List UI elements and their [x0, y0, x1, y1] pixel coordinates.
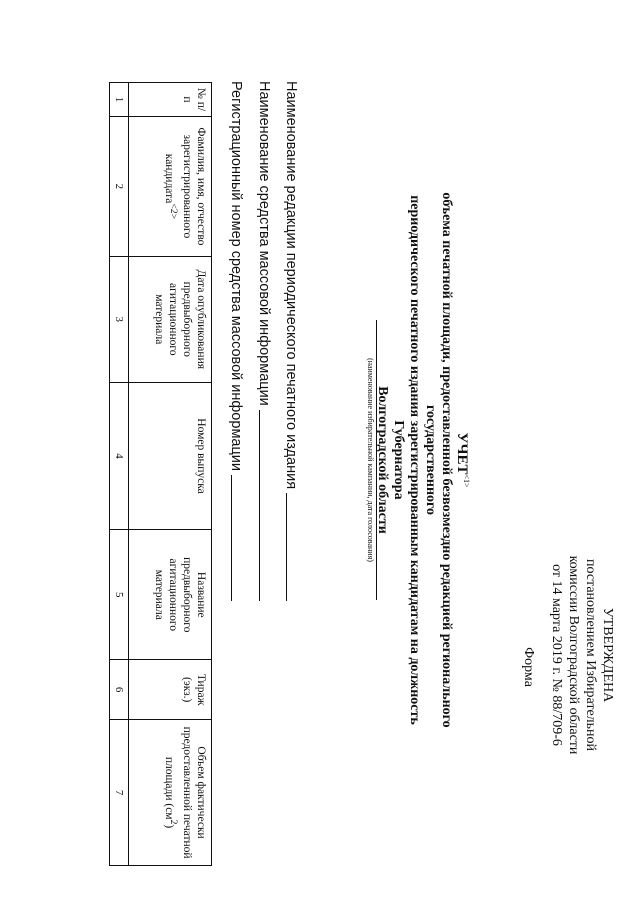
title-line: объема печатной площади, предоставленной безвозмездно редакцией регионального государственного — [423, 192, 454, 728]
campaign-underline[interactable] — [376, 320, 377, 600]
column-number: 1 — [110, 83, 129, 117]
footnote-ref: <1> — [462, 474, 471, 488]
column-number: 4 — [110, 382, 129, 530]
media-name-field[interactable] — [256, 81, 276, 601]
header-cell: № п/п — [129, 83, 212, 117]
title-main: УЧЕТ — [454, 432, 470, 475]
footnote-ref: <2> — [168, 203, 179, 219]
approval-stamp — [548, 500, 616, 810]
form-label: Форма — [521, 647, 536, 687]
publisher-name-field[interactable] — [283, 81, 303, 601]
approval-line: от 14 марта 2019 г. № 88/709-6 — [549, 564, 564, 746]
approval-line: комиссии Волгоградской области — [566, 555, 581, 755]
approval-line: УТВЕРЖДЕНА — [600, 607, 615, 703]
fill-line[interactable] — [231, 475, 233, 601]
campaign-caption: (наименование избирательной кампании, дата голосования) — [366, 358, 375, 562]
fill-line[interactable] — [259, 410, 261, 601]
title-line: Волгоградской области — [375, 386, 390, 534]
header-cell: Фамилия, имя, отчество зарегистрированного кандидата$^{<2>}$ — [129, 116, 212, 256]
column-number: 2 — [110, 116, 129, 256]
field-label: Наименование редакции периодического печатного издания — [283, 81, 299, 490]
column-number: 3 — [110, 256, 129, 382]
column-number: 6 — [110, 660, 129, 720]
document-title — [374, 160, 474, 760]
title-line: периодического печатного издания зарегистрированным кандидатам на должность Губернатора — [391, 195, 422, 725]
registration-number-field[interactable] — [228, 81, 248, 601]
field-label: Регистрационный номер средства массовой информации — [228, 81, 244, 471]
header-cell: Дата опубликования предвыборного агитационного материала — [129, 256, 212, 382]
field-label: Наименование средства массовой информации — [256, 81, 272, 406]
fill-line[interactable] — [286, 493, 288, 601]
column-number: 5 — [110, 530, 129, 660]
header-cell: Тираж (экз.) — [129, 660, 212, 720]
accounting-table — [109, 82, 212, 866]
table-row — [110, 83, 129, 866]
table-header-row — [129, 83, 212, 866]
header-cell: Название предвыборного агитационного материала — [129, 530, 212, 660]
column-number: 7 — [110, 720, 129, 866]
header-cell: Номер выпуска — [129, 382, 212, 530]
approval-line: постановлением Избирательной — [583, 558, 598, 752]
header-cell: Объем фактически предоставленной печатной площади $(см^2)$ — [129, 720, 212, 866]
